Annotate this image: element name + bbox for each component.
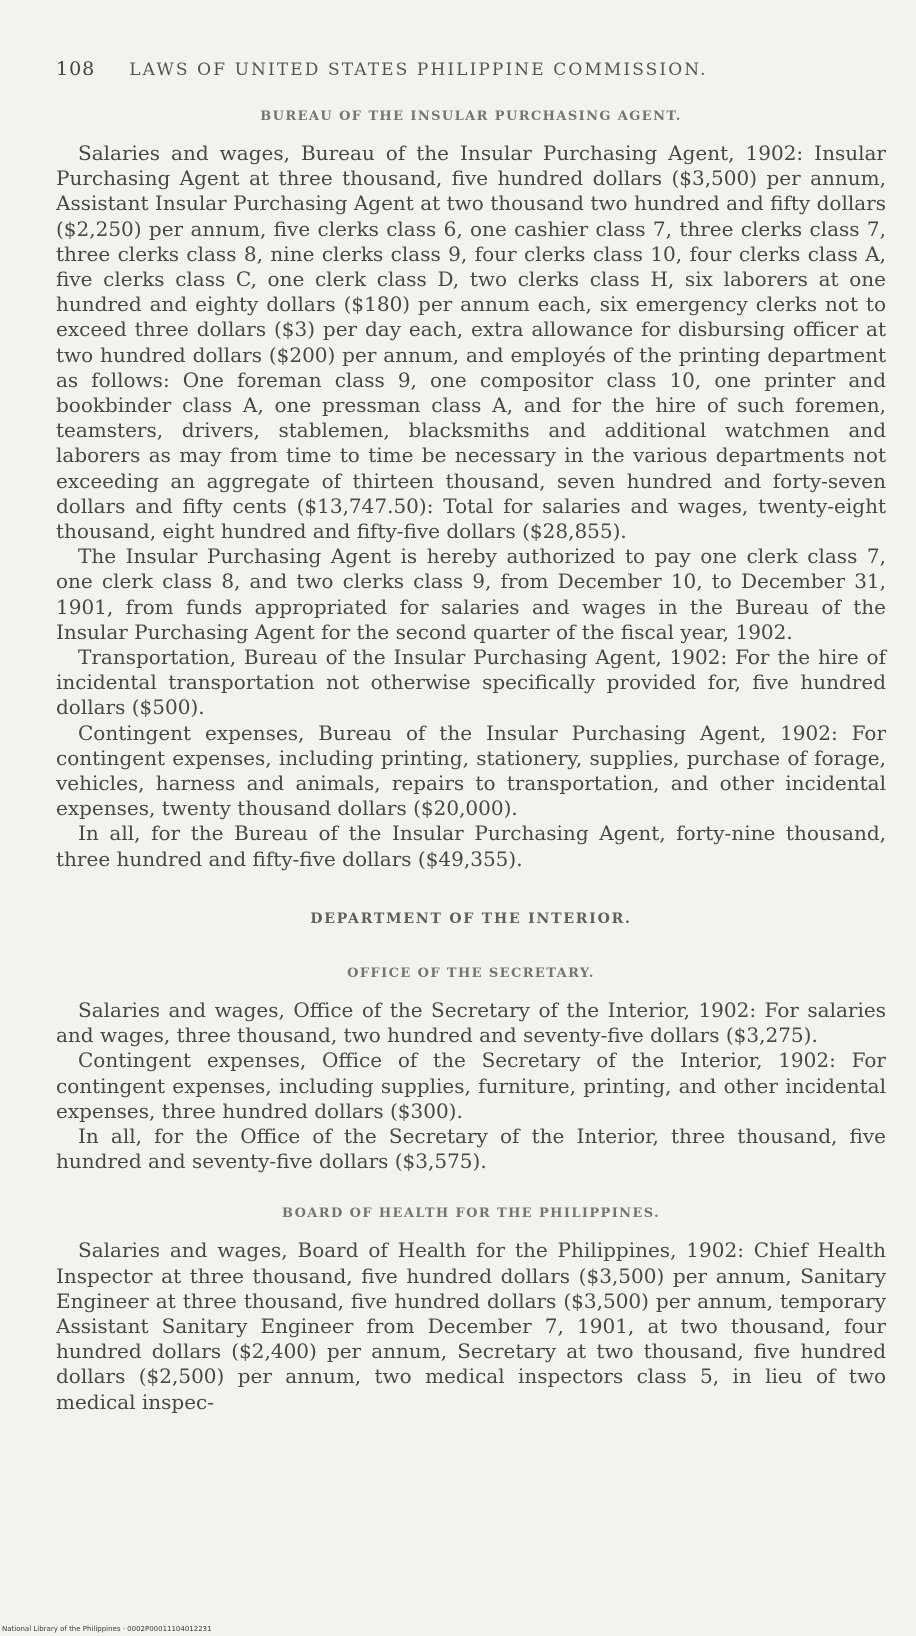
paragraph: Salaries and wages, Bureau of the Insular Purchasing Agent, 1902: Insular Purchasing Agent at three thousand, five hundred dollars ($3,500) per annum, Assistant Insular Purchasing Agent at two thousand two hundred and fifty dollars ($2,250) per annum, five clerks class 6, one cashier class 7, three clerks class 7, three clerks class 8, nine clerks class 9, four clerks class 10, four clerks class A, five clerks class C, one clerk class D, two clerks class H, six laborers at one hundred and eighty dollars ($180) per annum each, six emergency clerks not to exceed three dollars ($3) per day each, extra allowance for disbursing officer at two hundred dollars ($200) per annum, and employés of the printing department as follows: One foreman class 9, one compositor class 10, one printer and bookbinder class A, one pressman class A, and for the hire of such foremen, teamsters, drivers, stablemen, blacksmiths and additional watchmen and laborers as may from time to time be necessary in the various departments not exceeding an aggregate of thirteen thousand, seven hundred and forty-seven dollars and fifty cents ($13,747.50): Total for salaries and wages, twenty-eight thousand, eight hundred and fifty-five dollars ($28,855). [56,141,886,544]
paragraph: In all, for the Bureau of the Insular Purchasing Agent, forty-nine thousand, three hundred and fifty-five dollars ($49,355). [56,821,886,871]
paragraph: Contingent expenses, Bureau of the Insular Purchasing Agent, 1902: For contingent expenses, including printing, stationery, supplies, purchase of forage, vehicles, harness and animals, repairs to transportation, and other incidental expenses, twenty thousand dollars ($20,000). [56,720,886,821]
section-heading-board-health: BOARD OF HEALTH FOR THE PHILIPPINES. [281,1206,661,1222]
running-head: LAWS OF UNITED STATES PHILIPPINE COMMISSION. [129,60,708,80]
paragraph: Salaries and wages, Board of Health for the Philippines, 1902: Chief Health Inspector at three thousand, five hundred dollars ($3,500) per annum, Sanitary Engineer at three thousand, five hundred dollars ($3,500) per annum, temporary Assistant Sanitary Engineer from December 7, 1901, at two thousand, four hundred dollars ($2,400) per annum, Secretary at two thousand, five hundred dollars ($2,500) per annum, two medical inspectors class 5, in lieu of two medical inspec- [56,1238,886,1414]
scan-footer: National Library of the Philippines · 0002P00011104012231 [2,1625,212,1633]
section-heading-office-secretary: OFFICE OF THE SECRETARY. [347,965,595,981]
paragraph: Transportation, Bureau of the Insular Purchasing Agent, 1902: For the hire of incidental transportation not otherwise specifically provided for, five hundred dollars ($500). [56,645,886,720]
department-heading-interior: DEPARTMENT OF THE INTERIOR. [310,910,632,927]
page-content [56,103,886,1603]
page-number: 108 [56,58,96,80]
page-header [56,58,886,88]
paragraph: In all, for the Office of the Secretary of the Interior, three thousand, five hundred and seventy-five dollars ($3,575). [56,1123,886,1174]
paragraph: Salaries and wages, Office of the Secretary of the Interior, 1902: For salaries and wages, three thousand, two hundred and seventy-five dollars ($3,275). [56,997,886,1048]
paragraph: The Insular Purchasing Agent is hereby authorized to pay one clerk class 7, one clerk class 8, and two clerks class 9, from December 10, to December 31, 1901, from funds appropriated for salaries and wages in the Bureau of the Insular Purchasing Agent for the second quarter of the fiscal year, 1902. [56,544,886,644]
section-heading-insular-purchasing: BUREAU OF THE INSULAR PURCHASING AGENT. [260,109,682,124]
paragraph: Contingent expenses, Office of the Secretary of the Interior, 1902: For contingent expenses, including supplies, furniture, printing, and other incidental expenses, three hundred dollars ($300). [56,1048,886,1123]
